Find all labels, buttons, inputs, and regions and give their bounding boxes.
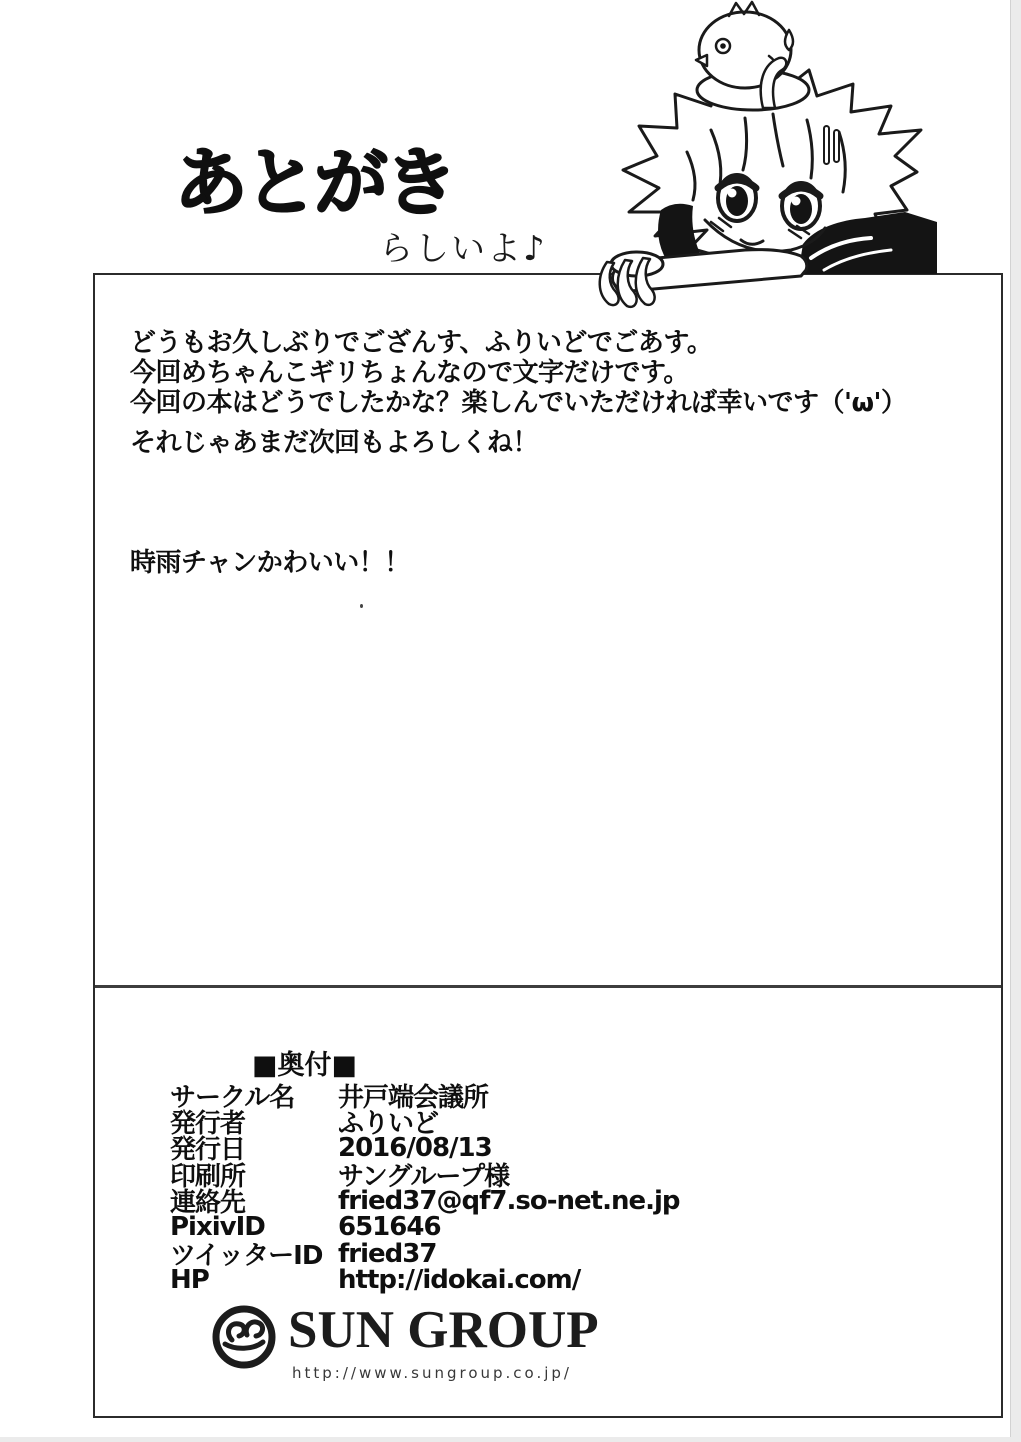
page-subtitle: らしいよ♪ bbox=[379, 229, 547, 269]
colophon-row bbox=[170, 1264, 680, 1295]
colophon-row bbox=[170, 1185, 680, 1219]
colophon-row bbox=[170, 1238, 680, 1272]
colophon-value: fried37@qf7.so-net.ne.jp bbox=[338, 1185, 680, 1216]
colophon-label: 発行者 bbox=[170, 1109, 246, 1140]
afterword-paragraph-2 bbox=[130, 428, 538, 458]
hairpin bbox=[824, 126, 829, 164]
colophon-label: PixivID bbox=[170, 1212, 265, 1243]
sun-group-url: http://www.sungroup.co.jp/ bbox=[292, 1364, 572, 1382]
section-divider bbox=[95, 985, 1001, 988]
colophon-label: HP bbox=[170, 1264, 209, 1295]
colophon-label: 連絡先 bbox=[170, 1188, 246, 1219]
afterword-line: どうもお久しぶりでござんす、ふりいどでごあす。 bbox=[130, 328, 713, 358]
colophon-label: 発行日 bbox=[170, 1135, 246, 1166]
character-illustration bbox=[595, 0, 945, 340]
colophon-label: ツイッターID bbox=[170, 1241, 323, 1272]
colophon-value: http://idokai.com/ bbox=[338, 1264, 581, 1295]
afterword-paragraph-3 bbox=[130, 548, 410, 578]
page-edge-bottom bbox=[0, 1437, 1021, 1442]
colophon-label: サークル名 bbox=[170, 1082, 295, 1113]
colophon-value: ふりいど bbox=[338, 1109, 439, 1140]
colophon-value: fried37 bbox=[338, 1238, 437, 1269]
colophon-value: 2016/08/13 bbox=[338, 1132, 492, 1163]
page-edge-right bbox=[1010, 0, 1021, 1442]
afterword-paragraph-1 bbox=[130, 328, 907, 418]
afterword-line: 今回の本はどうでしたかな？楽しんでいただければ幸いです（'ω'） bbox=[130, 388, 907, 418]
colophon-heading: ■奥付■ bbox=[252, 1050, 358, 1081]
colophon-value: 井戸端会議所 bbox=[338, 1082, 489, 1113]
colophon-value: 651646 bbox=[338, 1212, 441, 1243]
colophon-table bbox=[170, 1082, 680, 1293]
afterword-line: 時雨チャンかわいい！！ bbox=[130, 548, 410, 578]
page-title: あとがき bbox=[174, 140, 454, 226]
afterword-line: 今回めちゃんこギリちょんなので文字だけです。 bbox=[130, 358, 689, 388]
colophon-label: 印刷所 bbox=[170, 1161, 246, 1192]
sun-group-name: SUN GROUP bbox=[288, 1301, 599, 1359]
afterword-line: それじゃあまだ次回もよろしくね！ bbox=[130, 428, 539, 458]
colophon-value: サングループ様 bbox=[338, 1161, 510, 1192]
